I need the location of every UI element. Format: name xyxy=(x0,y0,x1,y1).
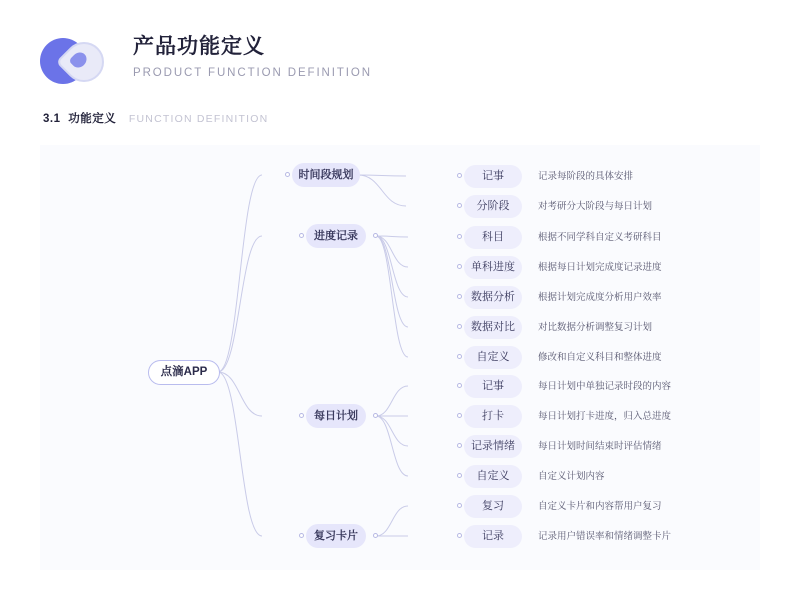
mindmap-leaf-node[interactable]: 打卡 xyxy=(464,405,522,428)
mindmap-leaf-desc: 对比数据分析调整复习计划 xyxy=(538,322,653,333)
mindmap-leaf-node[interactable]: 数据对比 xyxy=(464,316,522,339)
mindmap-leaf-node[interactable]: 记录 xyxy=(464,525,522,548)
mindmap-leaf-node[interactable]: 记录情绪 xyxy=(464,435,522,458)
connector-dot xyxy=(457,294,462,299)
connector-dot xyxy=(299,533,304,538)
mindmap-leaf-node[interactable]: 复习 xyxy=(464,495,522,518)
mindmap-leaf-desc: 记录每阶段的具体安排 xyxy=(538,171,634,182)
mindmap-branch-node[interactable]: 时间段规划 xyxy=(292,163,360,187)
connector-dot xyxy=(373,533,378,538)
mindmap-leaf-desc: 每日计划中单独记录时段的内容 xyxy=(538,381,672,392)
section-heading xyxy=(43,110,268,126)
mindmap-branch-node[interactable]: 每日计划 xyxy=(306,404,366,428)
section-title-cn: 功能定义 xyxy=(68,113,117,125)
mindmap-leaf-node[interactable]: 单科进度 xyxy=(464,256,522,279)
mindmap-leaf-node[interactable]: 分阶段 xyxy=(464,195,522,218)
connector-dot xyxy=(373,413,378,418)
title-block xyxy=(133,32,372,80)
mindmap-leaf-node[interactable]: 科目 xyxy=(464,226,522,249)
mindmap-canvas xyxy=(40,145,760,570)
mindmap-leaf-node[interactable]: 自定义 xyxy=(464,465,522,488)
mindmap-leaf-node[interactable]: 自定义 xyxy=(464,346,522,369)
connector-dot xyxy=(457,203,462,208)
mindmap-leaf-desc: 对考研分大阶段与每日计划 xyxy=(538,201,653,212)
mindmap-leaf-desc: 每日计划打卡进度，归入总进度 xyxy=(538,411,672,422)
mindmap-branch-node[interactable]: 进度记录 xyxy=(306,224,366,248)
connector-dot xyxy=(373,233,378,238)
mindmap-leaf-desc: 根据不同学科自定义考研科目 xyxy=(538,232,662,243)
mindmap-leaf-desc: 每日计划时间结束时评估情绪 xyxy=(538,441,662,452)
mindmap-leaf-desc: 根据每日计划完成度记录进度 xyxy=(538,262,662,273)
logo-icon xyxy=(40,36,102,86)
page-header xyxy=(40,28,760,98)
mindmap-leaf-desc: 修改和自定义科目和整体进度 xyxy=(538,352,662,363)
page-subtitle: PRODUCT FUNCTION DEFINITION xyxy=(133,67,372,79)
connector-dot xyxy=(457,324,462,329)
connector-dot xyxy=(299,233,304,238)
mindmap-leaf-node[interactable]: 数据分析 xyxy=(464,286,522,309)
mindmap-leaf-desc: 自定义卡片和内容帮用户复习 xyxy=(538,501,662,512)
section-number: 3.1 xyxy=(43,113,61,125)
page-title: 产品功能定义 xyxy=(133,35,265,58)
connector-dot xyxy=(457,413,462,418)
connector-dot xyxy=(457,383,462,388)
mindmap-root-node[interactable]: 点滴APP xyxy=(148,360,220,385)
mindmap-branch-node[interactable]: 复习卡片 xyxy=(306,524,366,548)
connector-dot xyxy=(457,354,462,359)
mindmap-leaf-node[interactable]: 记事 xyxy=(464,375,522,398)
connector-dot xyxy=(457,443,462,448)
connector-dot xyxy=(457,234,462,239)
mindmap-leaf-desc: 自定义计划内容 xyxy=(538,471,605,482)
connector-dot xyxy=(457,503,462,508)
connector-dot xyxy=(299,413,304,418)
mindmap-leaf-desc: 根据计划完成度分析用户效率 xyxy=(538,292,662,303)
section-title-en: FUNCTION DEFINITION xyxy=(128,113,269,125)
mindmap-leaf-desc: 记录用户错误率和情绪调整卡片 xyxy=(538,531,672,542)
connector-dot xyxy=(457,473,462,478)
connector-dot xyxy=(457,173,462,178)
mindmap-leaf-node[interactable]: 记事 xyxy=(464,165,522,188)
connector-dot xyxy=(457,533,462,538)
connector-dot xyxy=(285,172,290,177)
connector-dot xyxy=(457,264,462,269)
